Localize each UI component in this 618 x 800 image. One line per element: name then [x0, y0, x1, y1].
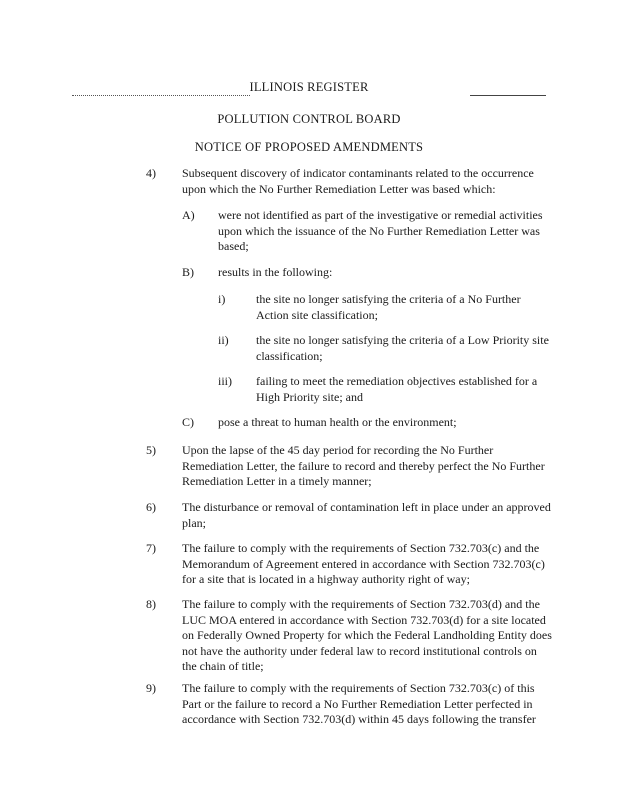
- item-text: Subsequent discovery of indicator contaminants related to the occurrence upon which the No Further Remediation Letter was based which:: [182, 166, 534, 196]
- item-number: 6): [146, 500, 156, 514]
- header-rule-right: [470, 95, 546, 96]
- clause-number: ii): [218, 333, 229, 347]
- clause-text: the site no longer satisfying the criteria of a No Further Action site classification;: [256, 292, 521, 322]
- item-number: 5): [146, 443, 156, 457]
- clause-number: iii): [218, 374, 232, 388]
- item-text: The failure to comply with the requirements of Section 732.703(c) and the Memorandum of Agreement entered in accordance with Section 732.703(c) for a site that is located in a highway authority right of way;: [182, 541, 545, 586]
- item-number: 8): [146, 597, 156, 611]
- subitem-text: were not identified as part of the investigative or remedial activities upon which the issuance of the No Further Remediation Letter was based;: [218, 208, 543, 253]
- subitem-number: C): [182, 415, 194, 429]
- item-number: 7): [146, 541, 156, 555]
- item-text: Upon the lapse of the 45 day period for recording the No Further Remediation Letter, the failure to record and thereby perfect the No Further Remediation Letter in a timely manner;: [182, 443, 545, 488]
- item-number: 9): [146, 681, 156, 695]
- subitem-number: A): [182, 208, 195, 222]
- notice-title: NOTICE OF PROPOSED AMENDMENTS: [194, 140, 424, 154]
- item-number: 4): [146, 166, 156, 180]
- register-title: ILLINOIS REGISTER: [249, 80, 369, 94]
- item-text: The disturbance or removal of contamination left in place under an approved plan;: [182, 500, 551, 530]
- clause-text: the site no longer satisfying the criteria of a Low Priority site classification;: [256, 333, 549, 363]
- clause-text: failing to meet the remediation objectives established for a High Priority site; and: [256, 374, 538, 404]
- clause-number: i): [218, 292, 226, 306]
- subitem-text: results in the following:: [218, 265, 333, 279]
- subitem-text: pose a threat to human health or the environment;: [218, 415, 457, 429]
- item-text: The failure to comply with the requirements of Section 732.703(c) of this Part or the failure to record a No Further Remediation Letter perfected in accordance with Section 732.703(d) within 45 days following the transfer: [182, 681, 536, 726]
- header-rule-left: [72, 95, 250, 96]
- subitem-number: B): [182, 265, 194, 279]
- item-text: The failure to comply with the requirements of Section 732.703(d) and the LUC MOA entered in accordance with Section 732.703(d) for a site located on Federally Owned Property for which the Federal Landholding Entity does not have the authority under federal law to record institutional controls on the chain of title;: [182, 597, 552, 673]
- board-name: POLLUTION CONTROL BOARD: [217, 112, 401, 126]
